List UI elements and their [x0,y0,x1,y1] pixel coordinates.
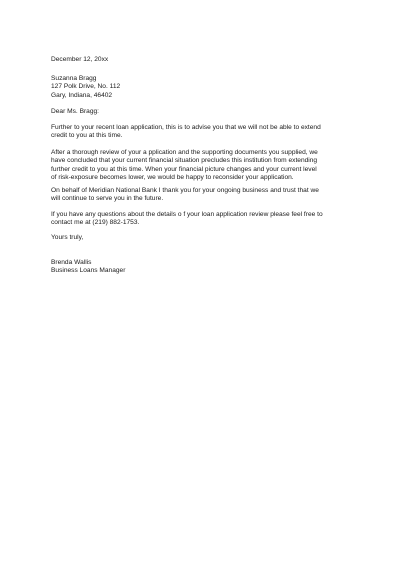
signer-title: Business Loans Manager [51,267,126,275]
paragraph-line: have concluded that your current financial situation precludes this institution from extending [51,157,318,165]
salutation-text: Dear Ms. Bragg: [51,108,100,115]
paragraph-line: of risk-exposure becomes lower, we would be happy to reconsider your application. [51,174,294,182]
paragraph-line: credit to you at this time. [51,132,123,140]
paragraph-line: If you have any questions about the details o f your loan application review please feel free to [51,211,323,218]
body-paragraph-2 [51,149,351,183]
paragraph-line: will continue to serve you in the future. [51,195,164,203]
closing-text: Yours truly, [51,234,84,241]
letter-date [51,56,351,64]
closing [51,234,351,242]
paragraph-line: On behalf of Meridian National Bank I thank you for your ongoing business and trust that we [51,187,319,194]
signature-block [51,259,351,276]
recipient-city: Gary, Indiana, 46402 [51,91,113,99]
recipient-address [51,75,351,100]
recipient-street: 127 Polk Drive, No. 112 [51,83,121,91]
paragraph-line: further credit to you at this time. When your financial picture changes and your current level [51,165,317,173]
signer-name: Brenda Wallis [51,259,92,266]
date-text: December 12, 20xx [51,56,109,63]
body-paragraph-1 [51,124,351,141]
recipient-name: Suzanna Bragg [51,75,97,82]
body-paragraph-4 [51,211,351,228]
paragraph-line: contact me at (219) 882-1753. [51,219,140,227]
body-paragraph-3 [51,187,351,204]
paragraph-line: After a thorough review of your a pplication and the supporting documents you supplied, we [51,149,318,156]
paragraph-line: Further to your recent loan application, this is to advise you that we will not be able to extend [51,124,321,131]
salutation [51,108,351,116]
